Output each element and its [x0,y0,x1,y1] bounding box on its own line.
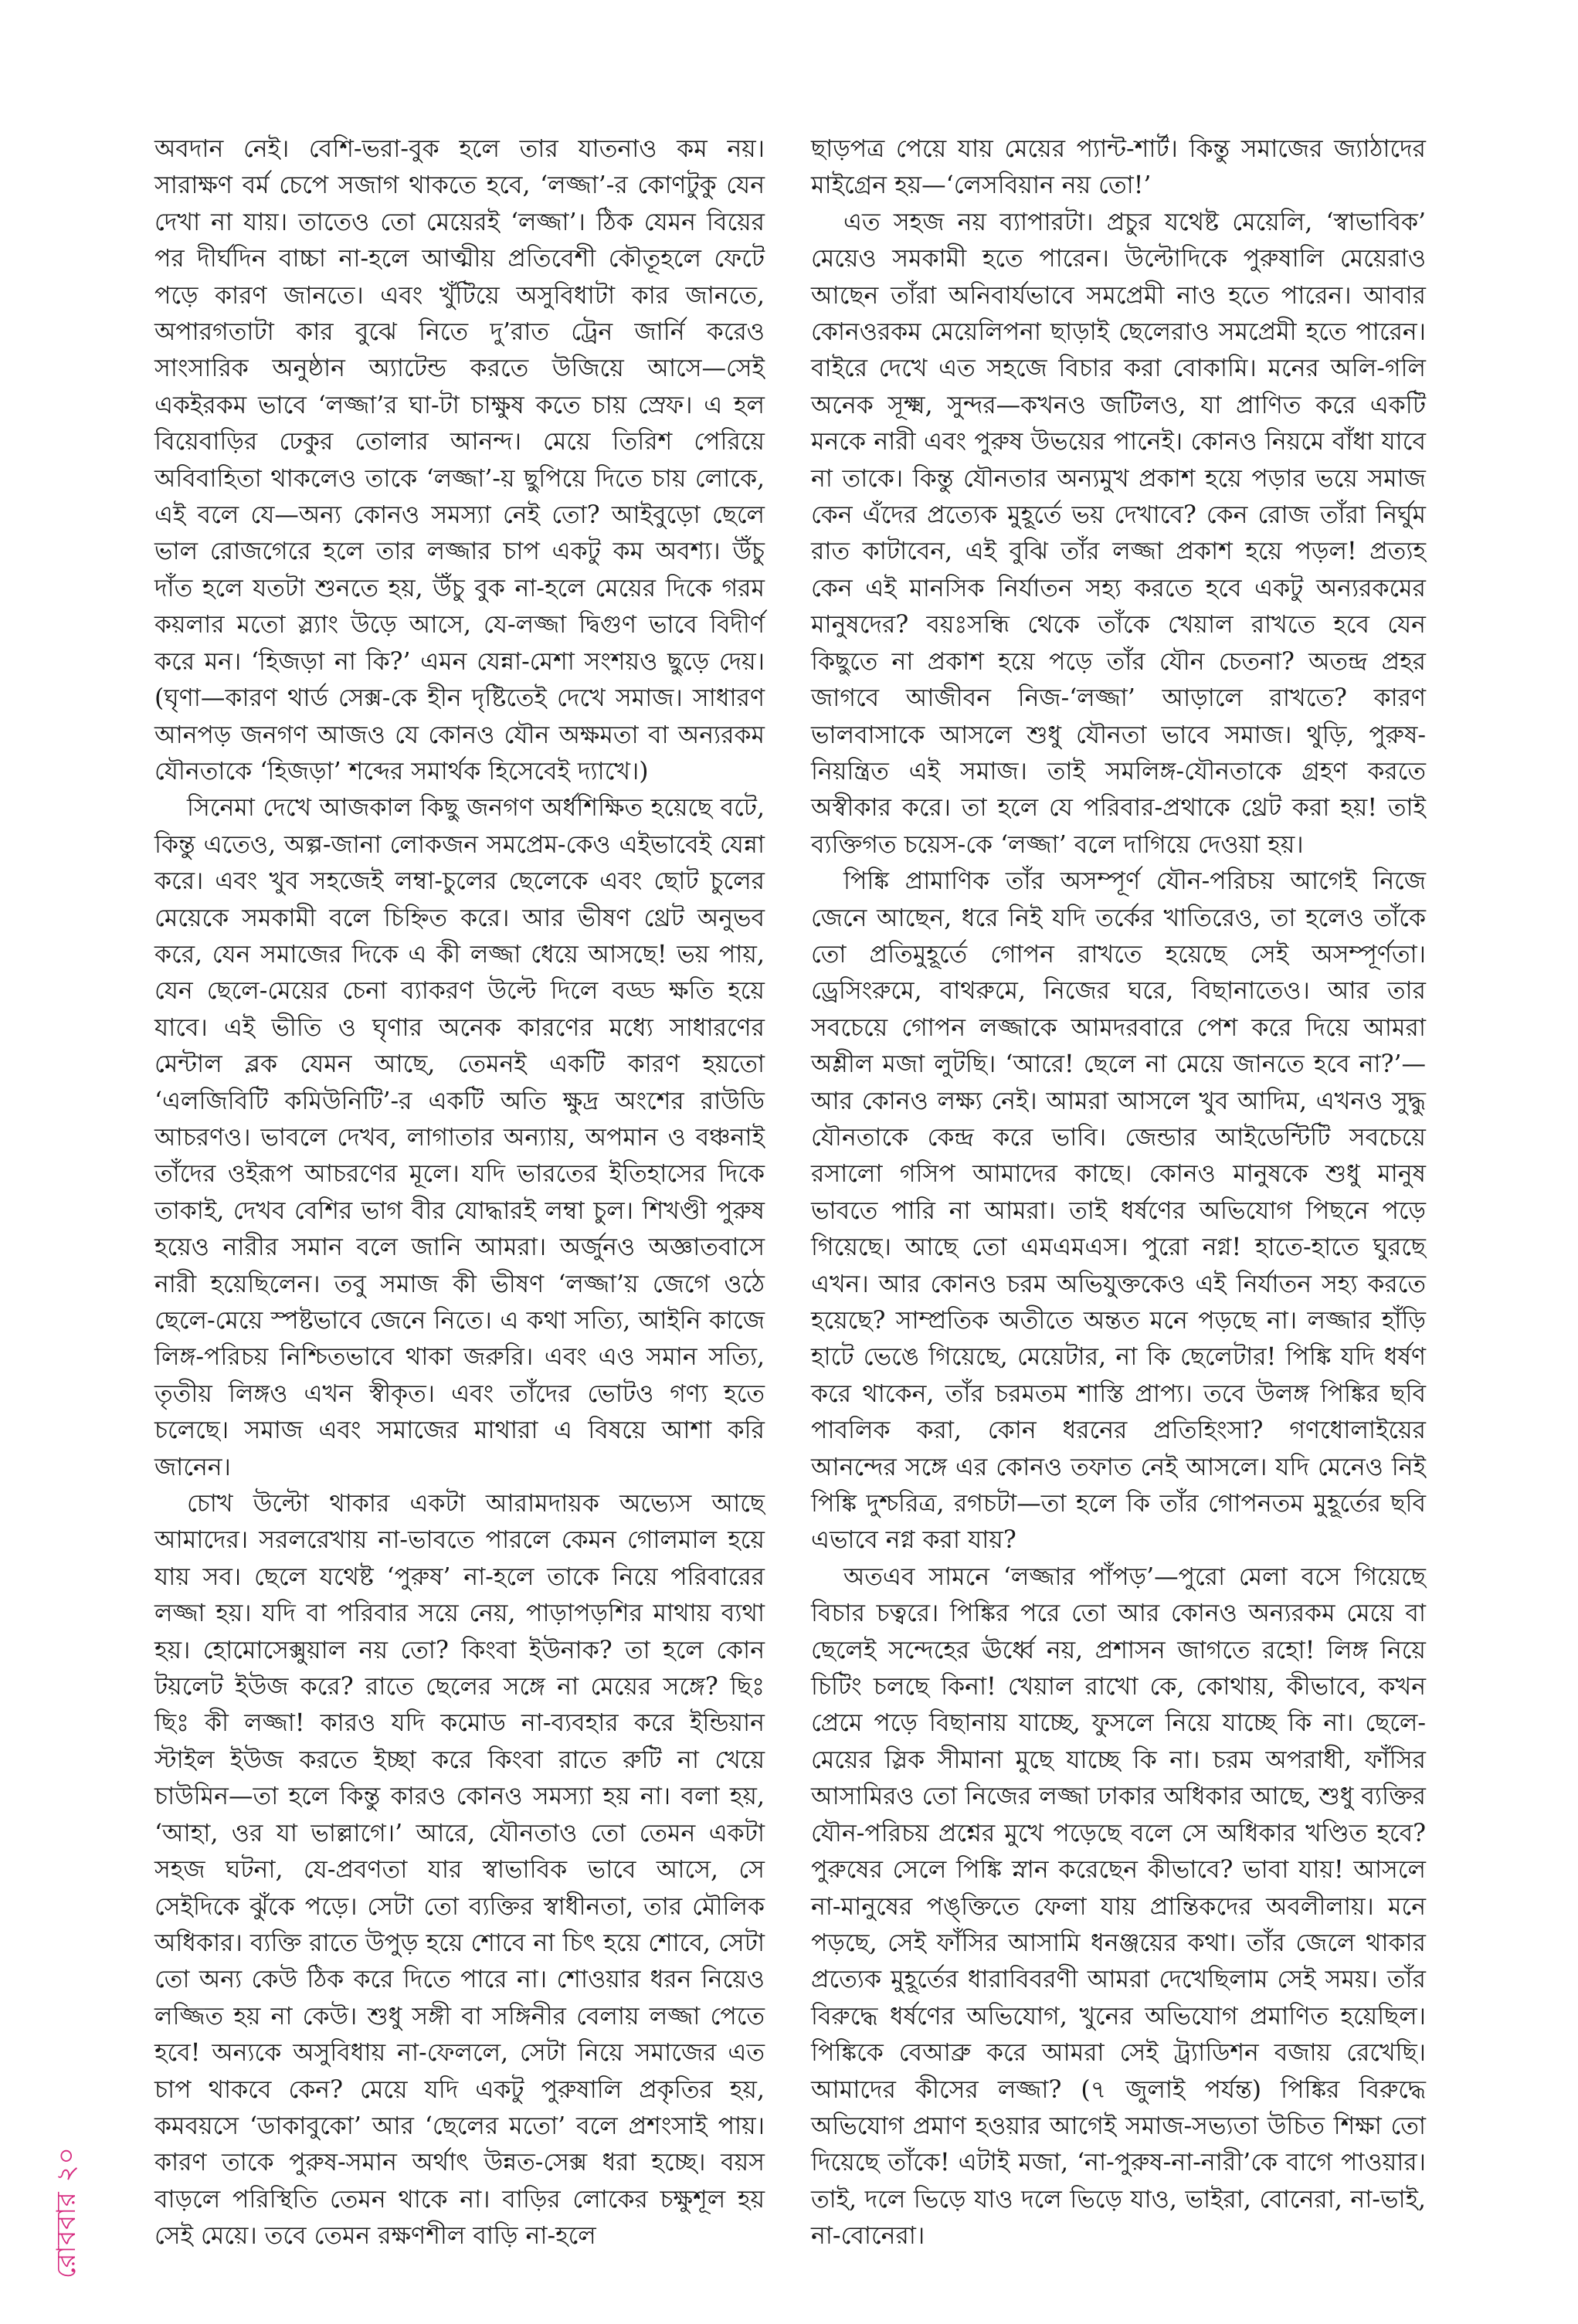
paragraph: অবদান নেই। বেশি-ভরা-বুক হলে তার যাতনাও কম নয়। সারাক্ষণ বর্ম চেপে সজাগ থাকতে হবে, ‘লজ্জা’-র কোণটুকু যেন দেখা না যায়। তাতেও তো মেয়েরই ‘লজ্জা’। ঠিক যেমন বিয়ের পর দীর্ঘদিন বাচ্চা না-হলে আত্মীয় প্রতিবেশী কৌতূহলে ফেটে পড়ে কারণ জানতে। এবং খুঁটিয়ে অসুবিধাটা কার জানতে, অপারগতাটা কার বুঝে নিতে দু’রাত ট্রেন জার্নি করেও সাংসারিক অনুষ্ঠান অ্যাটেন্ড করতে উজিয়ে আসে—সেই একইরকম ভাবে ‘লজ্জা’র ঘা-টা চাক্ষুষ কতে চায় স্রেফ। এ হল বিয়েবাড়ির ঢেকুর তোলার আনন্দ। মেয়ে তিরিশ পেরিয়ে অবিবাহিতা থাকলেও তাকে ‘লজ্জা’-য় ছুপিয়ে দিতে চায় লোকে, এই বলে যে—অন্য কোনও সমস্যা নেই তো? আইবুড়ো ছেলে ভাল রোজগেরে হলে তার লজ্জার চাপ একটু কম অবশ্য। উঁচু দাঁত হলে যতটা শুনতে হয়, উঁচু বুক না-হলে মেয়ের দিকে গরম কয়লার মতো স্ল্যাং উড়ে আসে, যে-লজ্জা দ্বিগুণ ভাবে বিদীর্ণ করে মন। ‘হিজড়া না কি?’ এমন যেন্না-মেশা সংশয়ও ছুড়ে দেয়। (ঘৃণা—কারণ থার্ড সেক্স-কে হীন দৃষ্টিতেই দেখে সমাজ। সাধারণ আনপড় জনগণ আজও যে কোনও যৌন অক্ষমতা বা অন্যরকম যৌনতাকে ‘হিজড়া’ শব্দের সমার্থক হিসেবেই দ্যাখে।) [154,135,765,785]
right-column [811,131,1426,2255]
paragraph: চোখ উল্টো থাকার একটা আরামদায়ক অভ্যেস আছে আমাদের। সরলরেখায় না-ভাবতে পারলে কেমন গোলমাল হয়ে যায় সব। ছেলে যথেষ্ট ‘পুরুষ’ না-হলে তাকে নিয়ে পরিবারের লজ্জা হয়। যদি বা পরিবার সয়ে নেয়, পাড়াপড়শির মাথায় ব্যথা হয়। হোমোসেক্সুয়াল নয় তো? কিংবা ইউনাক? তা হলে কোন টয়লেট ইউজ করে? রাতে ছেলের সঙ্গে না মেয়ের সঙ্গে? ছিঃ ছিঃ কী লজ্জা! কারও যদি কমোড না-ব্যবহার করে ইন্ডিয়ান স্টাইল ইউজ করতে ইচ্ছা করে কিংবা রাতে রুটি না খেয়ে চাউমিন—তা হলে কিন্তু কারও কোনও সমস্যা হয় না। বলা হয়, ‘আহা, ওর যা ভাল্লাগে।’ আরে, যৌনতাও তো তেমন একটা সহজ ঘটনা, যে-প্রবণতা যার স্বাভাবিক ভাবে আসে, সে সেইদিকে ঝুঁকে পড়ে। সেটা তো ব্যক্তির স্বাধীনতা, তার মৌলিক অধিকার। ব্যক্তি রাতে উপুড় হয়ে শোবে না চিৎ হয়ে শোবে, সেটা তো অন্য কেউ ঠিক করে দিতে পারে না। শোওয়ার ধরন নিয়েও লজ্জিত হয় না কেউ। শুধু সঙ্গী বা সঙ্গিনীর বেলায় লজ্জা পেতে হবে! অন্যকে অসুবিধায় না-ফেললে, সেটা নিয়ে সমাজের এত চাপ থাকবে কেন? মেয়ে যদি একটু পুরুষালি প্রকৃতির হয়, কমবয়সে ‘ডাকাবুকো’ আর ‘ছেলের মতো’ বলে প্রশংসাই পায়। কারণ তাকে পুরুষ-সমান অর্থাৎ উন্নত-সেক্স ধরা হচ্ছে। বয়স বাড়লে পরিস্থিতি তেমন থাকে না। বাড়ির লোকের চক্ষুশূল হয় সেই মেয়ে। তবে তেমন রক্ষণশীল বাড়ি না-হলে [154,1490,765,2251]
left-column [154,131,765,2255]
folio-text: রোববার ২০ [51,2146,82,2278]
paragraph: ছাড়পত্র পেয়ে যায় মেয়ের প্যান্ট-শার্ট। কিন্তু সমাজের জ্যাঠাদের মাইগ্রেন হয়—‘লেসবিয়ান নয় তো!’ [811,135,1426,200]
paragraph: পিঙ্কি প্রামাণিক তাঁর অসম্পূর্ণ যৌন-পরিচয় আগেই নিজে জেনে আছেন, ধরে নিই যদি তর্কের খাতিরেও, তা হলেও তাঁকে তো প্রতিমুহূর্তে গোপন রাখতে হয়েছে সেই অসম্পূর্ণতা। ড্রেসিংরুমে, বাথরুমে, নিজের ঘরে, বিছানাতেও। আর তার সবচেয়ে গোপন লজ্জাকে আমদরবারে পেশ করে দিয়ে আমরা অশ্লীল মজা লুটছি। ‘আরে! ছেলে না মেয়ে জানতে হবে না?’—আর কোনও লক্ষ্য নেই। আমরা আসলে খুব আদিম, এখনও সুদ্ধু যৌনতাকে কেন্দ্র করে ভাবি। জেন্ডার আইডেন্টিটি সবচেয়ে রসালো গসিপ আমাদের কাছে। কোনও মানুষকে শুধু মানুষ ভাবতে পারি না আমরা। তাই ধর্ষণের অভিযোগ পিছনে পড়ে গিয়েছে। আছে তো এমএমএস। পুরো নগ্ন! হাতে-হাতে ঘুরছে এখন। আর কোনও চরম অভিযুক্তকেও এই নির্যাতন সহ্য করতে হয়েছে? সাম্প্রতিক অতীতে অন্তত মনে পড়ছে না। লজ্জার হাঁড়ি হাটে ভেঙে গিয়েছে, মেয়েটার, না কি ছেলেটার! পিঙ্কি যদি ধর্ষণ করে থাকেন, তাঁর চরমতম শাস্তি প্রাপ্য। তবে উলঙ্গ পিঙ্কির ছবি পাবলিক করা, কোন ধরনের প্রতিহিংসা? গণধোলাইয়ের আনন্দের সঙ্গে এর কোনও তফাত নেই আসলে। যদি মেনেও নিই পিঙ্কি দুশ্চরিত্র, রগচটা—তা হলে কি তাঁর গোপনতম মুহূর্তের ছবি এভাবে নগ্ন করা যায়? [811,867,1426,1555]
paragraph: সিনেমা দেখে আজকাল কিছু জনগণ অর্ধশিক্ষিত হয়েছে বটে, কিন্তু এতেও, অল্প-জানা লোকজন সমপ্রেম-কেও এইভাবেই যেন্না করে। এবং খুব সহজেই লম্বা-চুলের ছেলেকে এবং ছোট চুলের মেয়েকে সমকামী বলে চিহ্নিত করে। আর ভীষণ থ্রেট অনুভব করে, যেন সমাজের দিকে এ কী লজ্জা ধেয়ে আসছে! ভয় পায়, যেন ছেলে-মেয়ের চেনা ব্যাকরণ উল্টে দিলে বড্ড ক্ষতি হয়ে যাবে। এই ভীতি ও ঘৃণার অনেক কারণের মধ্যে সাধারণের মেন্টাল ব্লক যেমন আছে, তেমনই একটি কারণ হয়তো ‘এলজিবিটি কমিউনিটি’-র একটি অতি ক্ষুদ্র অংশের রাউডি আচরণও। ভাবলে দেখব, লাগাতার অন্যায়, অপমান ও বঞ্চনাই তাঁদের ওইরূপ আচরণের মূলে। যদি ভারতের ইতিহাসের দিকে তাকাই, দেখব বেশির ভাগ বীর যোদ্ধারই লম্বা চুল। শিখণ্ডী পুরুষ হয়েও নারীর সমান বলে জানি আমরা। অর্জুনও অজ্ঞাতবাসে নারী হয়েছিলেন। তবু সমাজ কী ভীষণ ‘লজ্জা’য় জেগে ওঠে ছেলে-মেয়ে স্পষ্টভাবে জেনে নিতে। এ কথা সত্যি, আইনি কাজে লিঙ্গ-পরিচয় নিশ্চিতভাবে থাকা জরুরি। এবং এও সমান সত্যি, তৃতীয় লিঙ্গও এখন স্বীকৃত। এবং তাঁদের ভোটও গণ্য হতে চলেছে। সমাজ এবং সমাজের মাথারা এ বিষয়ে আশা করি জানেন। [154,794,765,1481]
paragraph: এত সহজ নয় ব্যাপারটা। প্রচুর যথেষ্ট মেয়েলি, ‘স্বাভাবিক’ মেয়েও সমকামী হতে পারেন। উল্টোদিকে পুরুষালি মেয়েরাও আছেন তাঁরা অনিবার্যভাবে সমপ্রেমী নাও হতে পারেন। আবার কোনওরকম মেয়েলিপনা ছাড়াই ছেলেরাও সমপ্রেমী হতে পারেন। বাইরে দেখে এত সহজে বিচার করা বোকামি। মনের অলি-গলি অনেক সূক্ষ্ম, সুন্দর—কখনও জটিলও, যা প্রাণিত করে একটি মনকে নারী এবং পুরুষ উভয়ের পানেই। কোনও নিয়মে বাঁধা যাবে না তাকে। কিন্তু যৌনতার অন্যমুখ প্রকাশ হয়ে পড়ার ভয়ে সমাজ কেন এঁদের প্রত্যেক মুহূর্তে ভয় দেখাবে? কেন রোজ তাঁরা নির্ঘুম রাত কাটাবেন, এই বুঝি তাঁর লজ্জা প্রকাশ হয়ে পড়ল! প্রত্যহ কেন এই মানসিক নির্যাতন সহ্য করতে হবে একটু অন্যরকমের মানুষদের? বয়ঃসন্ধি থেকে তাঁকে খেয়াল রাখতে হবে যেন কিছুতে না প্রকাশ হয়ে পড়ে তাঁর যৌন চেতনা? অতন্দ্র প্রহর জাগবে আজীবন নিজ-‘লজ্জা’ আড়ালে রাখতে? কারণ ভালবাসাকে আসলে শুধু যৌনতা ভাবে সমাজ। থুড়ি, পুরুষ-নিয়ন্ত্রিত এই সমাজ। তাই সমলিঙ্গ-যৌনতাকে গ্রহণ করতে অস্বীকার করে। তা হলে যে পরিবার-প্রথাকে থ্রেট করা হয়! তাই ব্যক্তিগত চয়েস-কে ‘লজ্জা’ বলে দাগিয়ে দেওয়া হয়। [811,208,1426,859]
page-folio [46,2116,93,2278]
paragraph: অতএব সামনে ‘লজ্জার পাঁপড়’—পুরো মেলা বসে গিয়েছে বিচার চত্বরে। পিঙ্কির পরে তো আর কোনও অন্যরকম মেয়ে বা ছেলেই সন্দেহের ঊর্ধ্বে নয়, প্রশাসন জাগতে রহো! লিঙ্গ নিয়ে চিটিং চলছে কিনা! খেয়াল রাখো কে, কোথায়, কীভাবে, কখন প্রেমে পড়ে বিছানায় যাচ্ছে, ফুসলে নিয়ে যাচ্ছে কি না। ছেলে-মেয়ের স্লিক সীমানা মুছে যাচ্ছে কি না। চরম অপরাধী, ফাঁসির আসামিরও তো নিজের লজ্জা ঢাকার অধিকার আছে, শুধু ব্যক্তির যৌন-পরিচয় প্রশ্নের মুখে পড়েছে বলে সে অধিকার খণ্ডিত হবে? পুরুষের সেলে পিঙ্কি স্নান করেছেন কীভাবে? ভাবা যায়! আসলে না-মানুষের পঙ্‌ক্তিতে ফেলা যায় প্রান্তিকদের অবলীলায়। মনে পড়ছে, সেই ফাঁসির আসামি ধনঞ্জয়ের কথা। তাঁর জেলে থাকার প্রত্যেক মুহূর্তের ধারাবিবরণী আমরা দেখেছিলাম সেই সময়। তাঁর বিরুদ্ধে ধর্ষণের অভিযোগ, খুনের অভিযোগ প্রমাণিত হয়েছিল। পিঙ্কিকে বেআব্রু করে আমরা সেই ট্র্যাডিশন বজায় রেখেছি। আমাদের কীসের লজ্জা? (৭ জুলাই পর্যন্ত) পিঙ্কির বিরুদ্ধে অভিযোগ প্রমাণ হওয়ার আগেই সমাজ-সভ্যতা উচিত শিক্ষা তো দিয়েছে তাঁকে! এটাই মজা, ‘না-পুরুষ-না-নারী’কে বাগে পাওয়ার। তাই, দলে ভিড়ে যাও দলে ভিড়ে যাও, ভাইরা, বোনেরা, না-ভাই, না-বোনেরা। [811,1562,1427,2251]
